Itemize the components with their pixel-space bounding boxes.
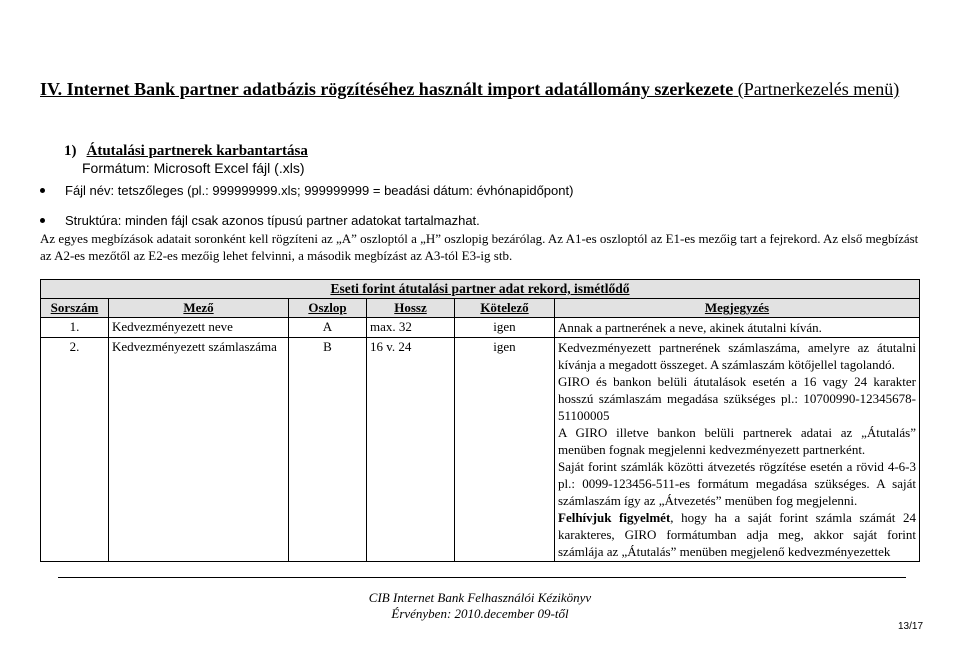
- header-kotelezo: Kötelező: [455, 299, 555, 318]
- cell-col: B: [289, 338, 367, 562]
- section-number: 1): [64, 143, 77, 159]
- note-last: , hogy ha a saját forint számla számát 24 karakteres, GIRO formátumban adja meg, akkor saját forint számlája az „Átutalás” menüben megjelenő kedvezményezettek: [558, 510, 916, 559]
- cell-no: 1.: [41, 318, 109, 338]
- cell-len: max. 32: [367, 318, 455, 338]
- note-paragraph: A GIRO illetve bankon belüli partnerek adatai az „Átutalás” menüben fognak megjelenni kedvezményezett partnerként.: [558, 425, 916, 457]
- section-title-text: Átutalási partnerek karbantartása: [86, 143, 308, 159]
- footer-divider: [58, 577, 906, 578]
- cell-col: A: [289, 318, 367, 338]
- header-oszlop: Oszlop: [289, 299, 367, 318]
- bullet-item-filename: [40, 182, 920, 199]
- bullet-text: Struktúra: minden fájl csak azonos típusú partner adatokat tartalmazhat.: [65, 213, 480, 228]
- header-hossz: Hossz: [367, 299, 455, 318]
- heading-tail: (Partnerkezelés menü): [733, 79, 900, 99]
- page-heading: [40, 78, 920, 101]
- section-title: [64, 143, 308, 160]
- table-row: [41, 318, 920, 338]
- cell-req: igen: [455, 318, 555, 338]
- note-paragraph: Saját forint számlák közötti átvezetés rögzítése esetén a rövid 4-6-3 pl.: 0099-123456-511-es formátum megadása szükséges. A saját számlaszám így az „Átvezetés” menüben fog megjelenni.: [558, 459, 916, 508]
- table-row: [41, 338, 920, 562]
- cell-field: Kedvezményezett számlaszáma: [109, 338, 289, 562]
- cell-len: 16 v. 24: [367, 338, 455, 562]
- paragraph-rows: [40, 213, 920, 264]
- heading-main: IV. Internet Bank partner adatbázis rögzítéséhez használt import adatállomány szerkezete: [40, 79, 734, 99]
- header-mezo: Mező: [109, 299, 289, 318]
- table-header-row: [41, 299, 920, 318]
- note-paragraph: Kedvezményezett partnerének számlaszáma, amelyre az átutalni kívánja a megadott összeget. A számlaszám kötőjellel tagolandó.: [558, 340, 916, 372]
- cell-note: [555, 338, 920, 562]
- cell-req: igen: [455, 338, 555, 562]
- footer-validity: Érvényben: 2010.december 09-től: [391, 606, 569, 621]
- format-line: Formátum: Microsoft Excel fájl (.xls): [82, 160, 305, 176]
- cell-no: 2.: [41, 338, 109, 562]
- paragraph-text: Az egyes megbízások adatait soronként kell rögzíteni az „A” oszloptól a „H” oszlopig bezárólag. Az A1-es oszloptól az E1-es mezőig tart a fejrekord. Az első megbízást az A2-es mezőtől az E2-es mezőig lehet felvinni, a második megbízást az A3-tól E3-ig stb.: [40, 231, 919, 263]
- table-title: Eseti forint átutalási partner adat rekord, ismétlődő: [41, 280, 920, 299]
- note-bold: Felhívjuk figyelmét: [558, 510, 671, 525]
- note-paragraph: GIRO és bankon belüli átutalások esetén a 16 vagy 24 karakter hosszú számlaszám megadása szükséges pl.: 10700990-12345678-51100005: [558, 374, 916, 423]
- bullet-dot-icon: [40, 188, 45, 193]
- record-table: [40, 279, 920, 562]
- bullet-text: Fájl név: tetszőleges (pl.: 999999999.xls; 999999999 = beadási dátum: évhónapidőpont): [65, 183, 574, 198]
- cell-note: Annak a partnerének a neve, akinek átutalni kíván.: [555, 318, 920, 338]
- cell-field: Kedvezményezett neve: [109, 318, 289, 338]
- page-number: 13/17: [898, 621, 924, 632]
- footer-title: CIB Internet Bank Felhasználói Kézikönyv: [368, 590, 592, 605]
- header-sorszam: Sorszám: [41, 299, 109, 318]
- header-megjegyzes: Megjegyzés: [555, 299, 920, 318]
- note-paragraph-last: [558, 509, 916, 560]
